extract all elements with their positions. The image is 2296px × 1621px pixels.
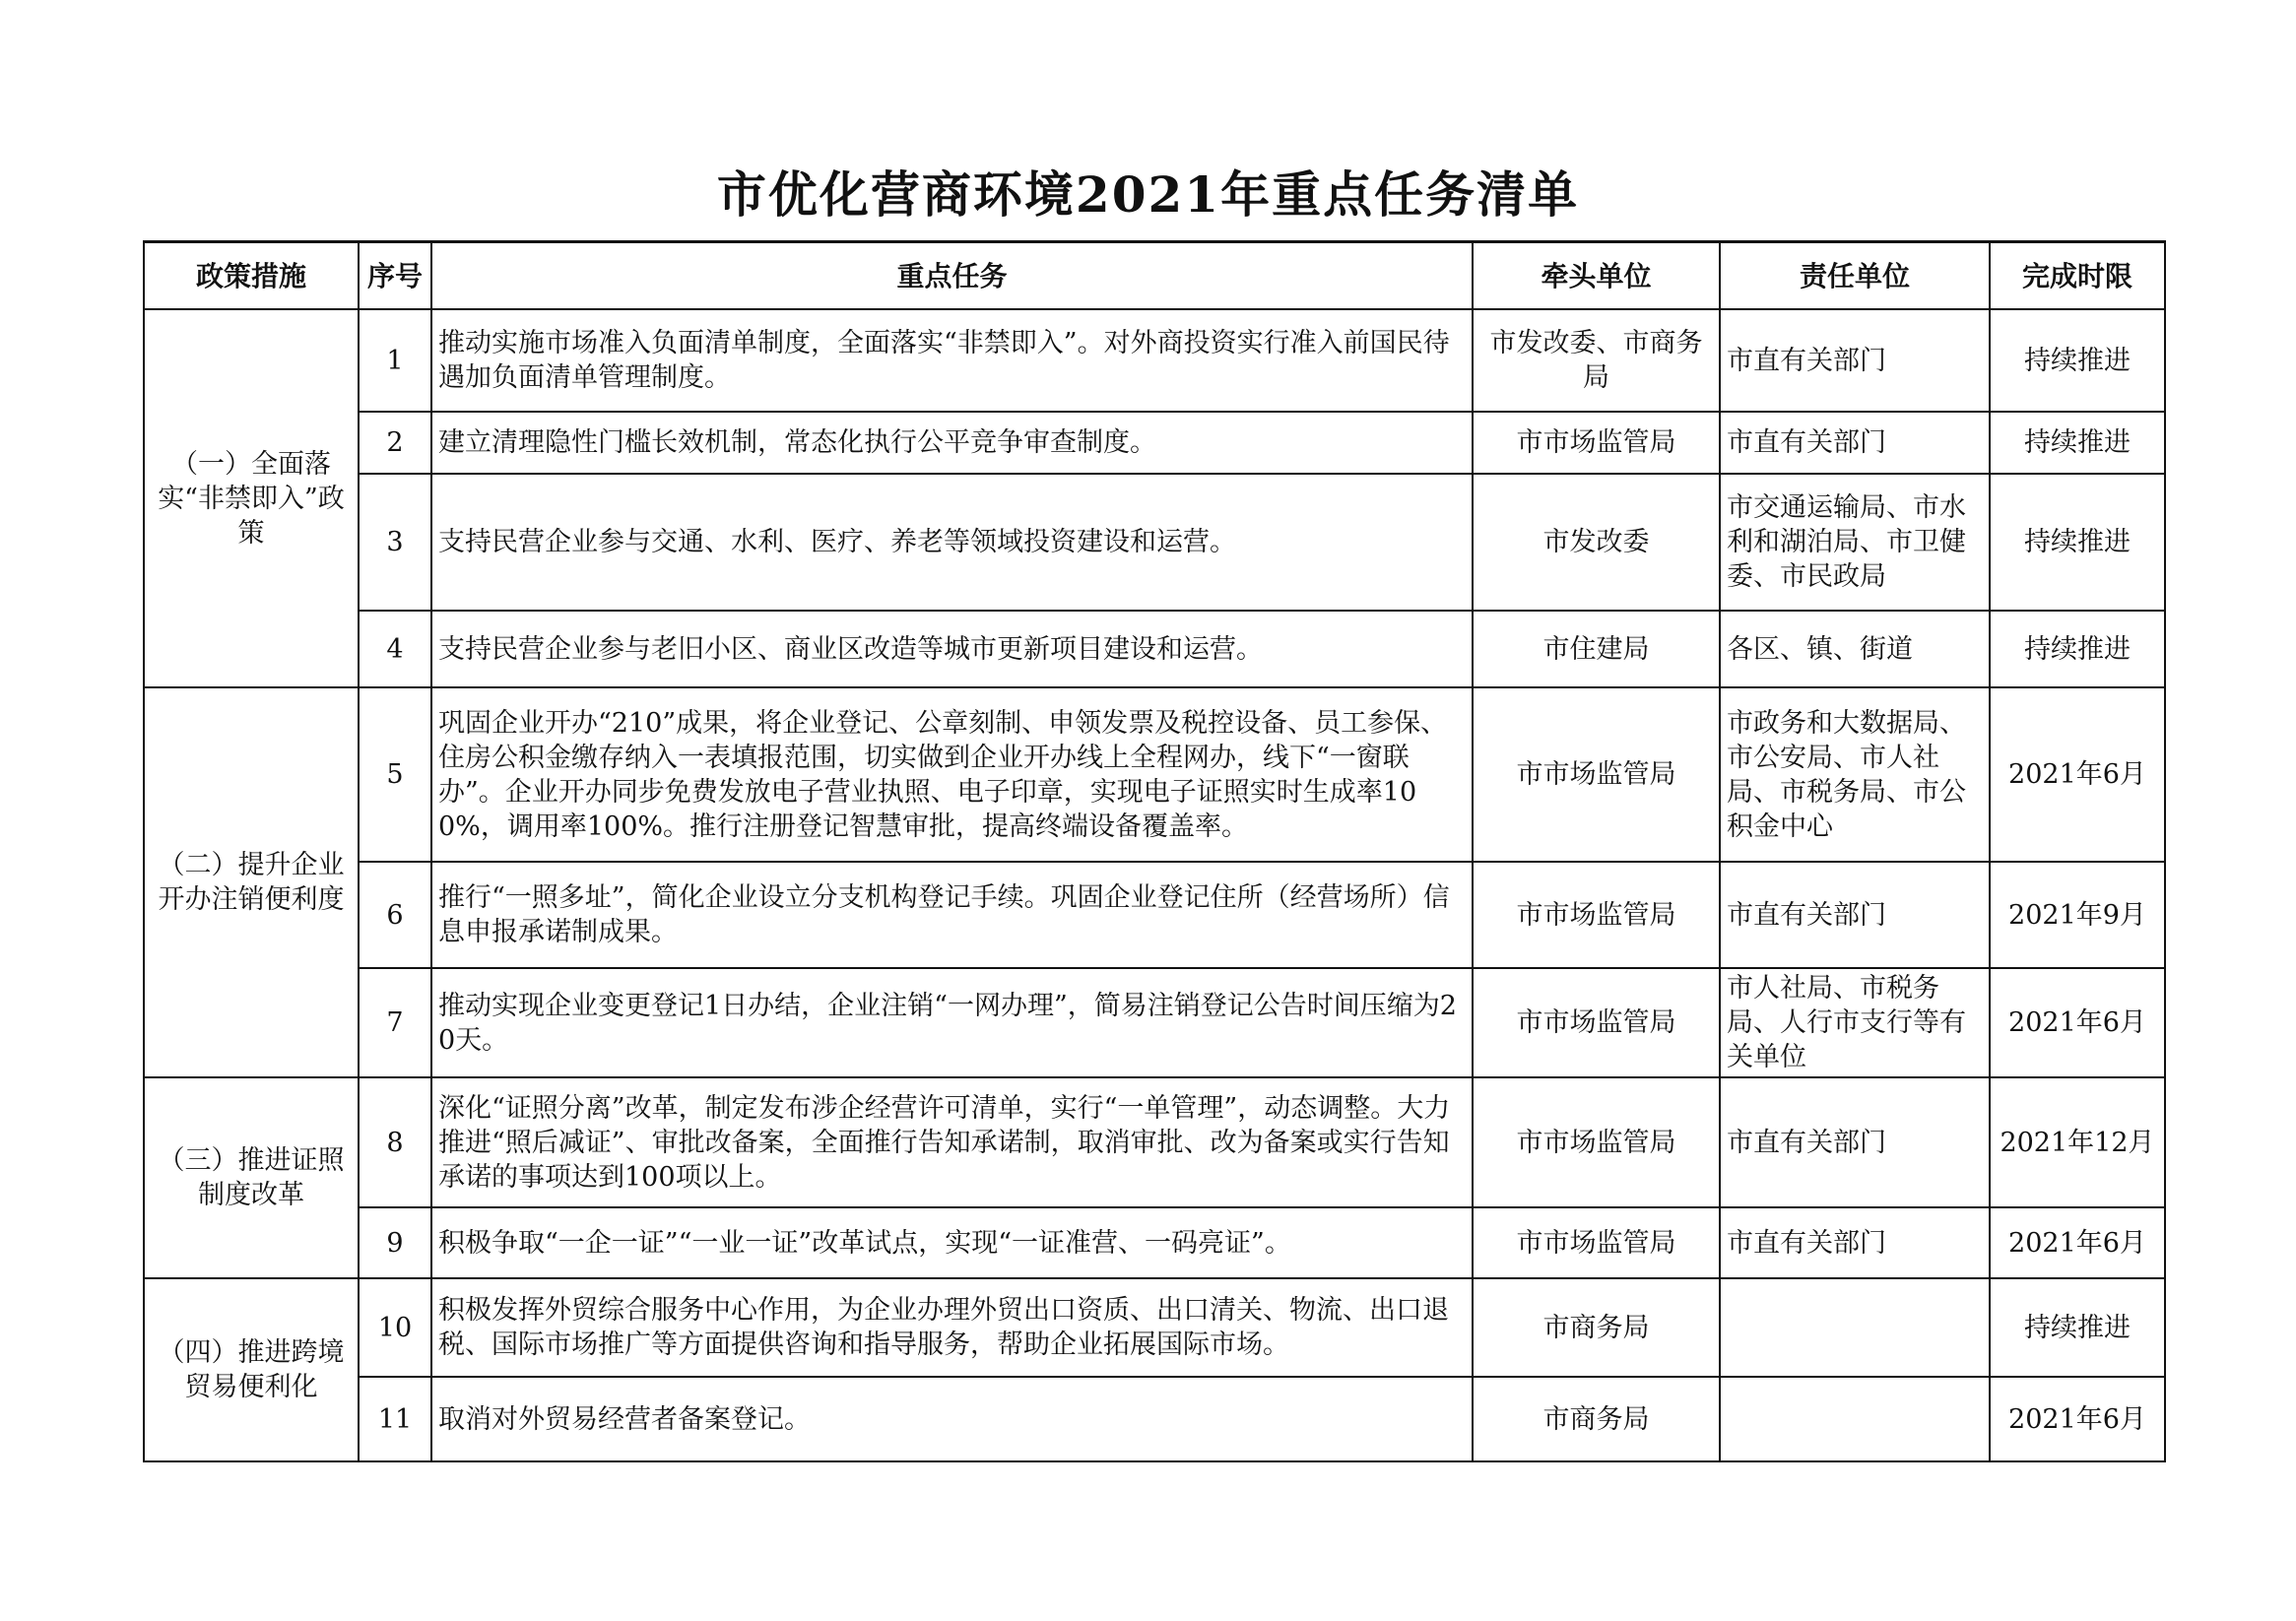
header-no: 序号 [359,242,431,310]
header-responsible: 责任单位 [1720,242,1990,310]
responsible-unit: 市直有关部门 [1720,309,1990,412]
table-row [144,309,2165,412]
responsible-unit: 市人社局、市税务局、人行市支行等有关单位 [1720,968,1990,1077]
table-row [144,687,2165,862]
row-number: 8 [359,1077,431,1207]
task-table [143,240,2166,1462]
deadline: 2021年9月 [1990,862,2165,968]
responsible-unit: 市政务和大数据局、市公安局、市人社局、市税务局、市公积金中心 [1720,687,1990,862]
table-row [144,862,2165,968]
policy-group-cell: （三）推进证照制度改革 [144,1077,359,1278]
deadline: 2021年12月 [1990,1077,2165,1207]
responsible-unit [1720,1278,1990,1377]
task-text: 建立清理隐性门槛长效机制，常态化执行公平竞争审查制度。 [431,412,1473,474]
lead-unit: 市市场监管局 [1473,1207,1720,1278]
task-text: 深化“证照分离”改革，制定发布涉企经营许可清单，实行“一单管理”，动态调整。大力推进“照后减证”、审批改备案，全面推行告知承诺制，取消审批、改为备案或实行告知承诺的事项达到100项以上。 [431,1077,1473,1207]
table-row [144,1278,2165,1377]
task-text: 支持民营企业参与交通、水利、医疗、养老等领域投资建设和运营。 [431,474,1473,611]
row-number: 5 [359,687,431,862]
row-number: 2 [359,412,431,474]
deadline: 2021年6月 [1990,968,2165,1077]
task-text: 推动实施市场准入负面清单制度，全面落实“非禁即入”。对外商投资实行准入前国民待遇加负面清单管理制度。 [431,309,1473,412]
row-number: 10 [359,1278,431,1377]
lead-unit: 市市场监管局 [1473,687,1720,862]
responsible-unit: 市直有关部门 [1720,412,1990,474]
header-lead: 牵头单位 [1473,242,1720,310]
row-number: 9 [359,1207,431,1278]
task-text: 积极争取“一企一证”“一业一证”改革试点，实现“一证准营、一码亮证”。 [431,1207,1473,1278]
table-row [144,968,2165,1077]
responsible-unit: 各区、镇、街道 [1720,611,1990,687]
row-number: 4 [359,611,431,687]
header-policy: 政策措施 [144,242,359,310]
lead-unit: 市商务局 [1473,1377,1720,1461]
deadline: 2021年6月 [1990,1207,2165,1278]
responsible-unit: 市交通运输局、市水利和湖泊局、市卫健委、市民政局 [1720,474,1990,611]
table-row [144,412,2165,474]
row-number: 3 [359,474,431,611]
lead-unit: 市市场监管局 [1473,862,1720,968]
policy-group-cell: （二）提升企业开办注销便利度 [144,687,359,1077]
lead-unit: 市发改委 [1473,474,1720,611]
table-row [144,474,2165,611]
task-text: 积极发挥外贸综合服务中心作用，为企业办理外贸出口资质、出口清关、物流、出口退税、国际市场推广等方面提供咨询和指导服务，帮助企业拓展国际市场。 [431,1278,1473,1377]
table-row [144,1207,2165,1278]
table-header-row [144,242,2165,310]
deadline: 持续推进 [1990,474,2165,611]
lead-unit: 市住建局 [1473,611,1720,687]
responsible-unit: 市直有关部门 [1720,862,1990,968]
policy-group-cell: （一）全面落实“非禁即入”政策 [144,309,359,687]
deadline: 持续推进 [1990,611,2165,687]
responsible-unit [1720,1377,1990,1461]
lead-unit: 市商务局 [1473,1278,1720,1377]
deadline: 2021年6月 [1990,1377,2165,1461]
table-row [144,1077,2165,1207]
lead-unit: 市发改委、市商务局 [1473,309,1720,412]
policy-group-cell: （四）推进跨境贸易便利化 [144,1278,359,1461]
responsible-unit: 市直有关部门 [1720,1077,1990,1207]
task-text: 取消对外贸易经营者备案登记。 [431,1377,1473,1461]
task-text: 支持民营企业参与老旧小区、商业区改造等城市更新项目建设和运营。 [431,611,1473,687]
header-task: 重点任务 [431,242,1473,310]
table-row [144,611,2165,687]
lead-unit: 市市场监管局 [1473,412,1720,474]
header-deadline: 完成时限 [1990,242,2165,310]
row-number: 6 [359,862,431,968]
row-number: 11 [359,1377,431,1461]
deadline: 2021年6月 [1990,687,2165,862]
row-number: 7 [359,968,431,1077]
lead-unit: 市市场监管局 [1473,1077,1720,1207]
lead-unit: 市市场监管局 [1473,968,1720,1077]
row-number: 1 [359,309,431,412]
task-text: 推行“一照多址”，简化企业设立分支机构登记手续。巩固企业登记住所（经营场所）信息申报承诺制成果。 [431,862,1473,968]
deadline: 持续推进 [1990,412,2165,474]
task-text: 巩固企业开办“210”成果，将企业登记、公章刻制、申领发票及税控设备、员工参保、住房公积金缴存纳入一表填报范围，切实做到企业开办线上全程网办，线下“一窗联办”。企业开办同步免费发放电子营业执照、电子印章，实现电子证照实时生成率100%，调用率100%。推行注册登记智慧审批，提高终端设备覆盖率。 [431,687,1473,862]
task-text: 推动实现企业变更登记1日办结，企业注销“一网办理”，简易注销登记公告时间压缩为20天。 [431,968,1473,1077]
table-row [144,1377,2165,1461]
deadline: 持续推进 [1990,1278,2165,1377]
responsible-unit: 市直有关部门 [1720,1207,1990,1278]
document-title: 市优化营商环境2021年重点任务清单 [716,165,1580,224]
deadline: 持续推进 [1990,309,2165,412]
